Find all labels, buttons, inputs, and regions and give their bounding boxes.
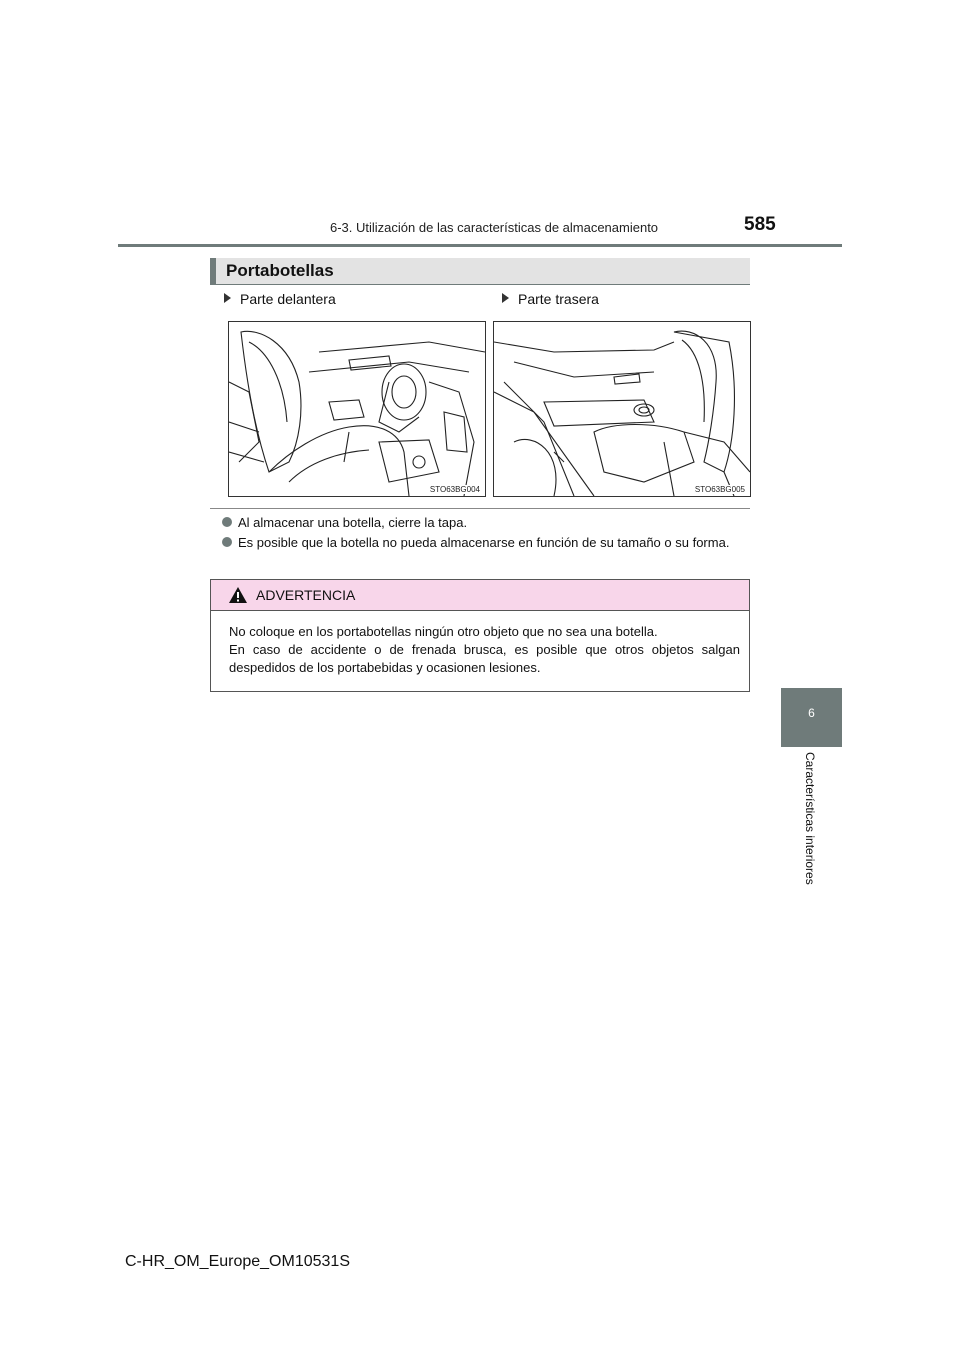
figures-underline [210,508,750,509]
figure-rear-code: STO63BG005 [694,485,745,494]
header-section-title: 6-3. Utilización de las características de almacenamiento [330,220,659,235]
note-item [222,513,750,532]
warning-line: No coloque en los portabotellas ningún otro objeto que no sea una botella. [229,624,658,639]
figure-front-code: STO63BG004 [429,485,480,494]
note-text: Es posible que la botella no pueda almacenarse en función de su tamaño o su forma. [238,535,730,550]
note-text: Al almacenar una botella, cierre la tapa. [238,515,468,530]
note-item [222,533,750,552]
warning-header [211,580,749,611]
warning-title: ADVERTENCIA [256,587,356,603]
section-accent [210,258,216,284]
rear-interior-illustration [494,322,750,496]
warning-triangle-icon [228,586,248,604]
warning-body [229,623,740,677]
chapter-number: 6 [808,706,815,720]
chapter-label [781,752,842,897]
warning-box [210,579,750,692]
section-heading [210,258,750,284]
warning-line: En caso de accidente o de frenada brusca, es posible que otros objetos salgan despedidos de los portabebidas y ocasionen lesiones. [229,642,740,675]
figure-rear-interior [493,321,751,497]
header-rule [118,244,842,247]
figure-front-interior [228,321,486,497]
chapter-label-text: Características interiores [803,752,817,885]
figure-caption-front [224,291,336,307]
figure-caption-rear-text: Parte trasera [518,291,599,307]
bullet-dot [222,537,232,547]
bullet-dot [222,517,232,527]
figure-caption-rear [502,291,599,307]
page-number: 585 [744,214,776,235]
front-interior-illustration [229,322,485,496]
figure-caption-front-text: Parte delantera [240,291,336,307]
triangle-right-icon [502,293,509,303]
chapter-tab [781,688,842,747]
footer-document-code: C-HR_OM_Europe_OM10531S [125,1253,350,1270]
triangle-right-icon [224,293,231,303]
section-title: Portabotellas [226,261,334,280]
section-underline [210,284,750,285]
